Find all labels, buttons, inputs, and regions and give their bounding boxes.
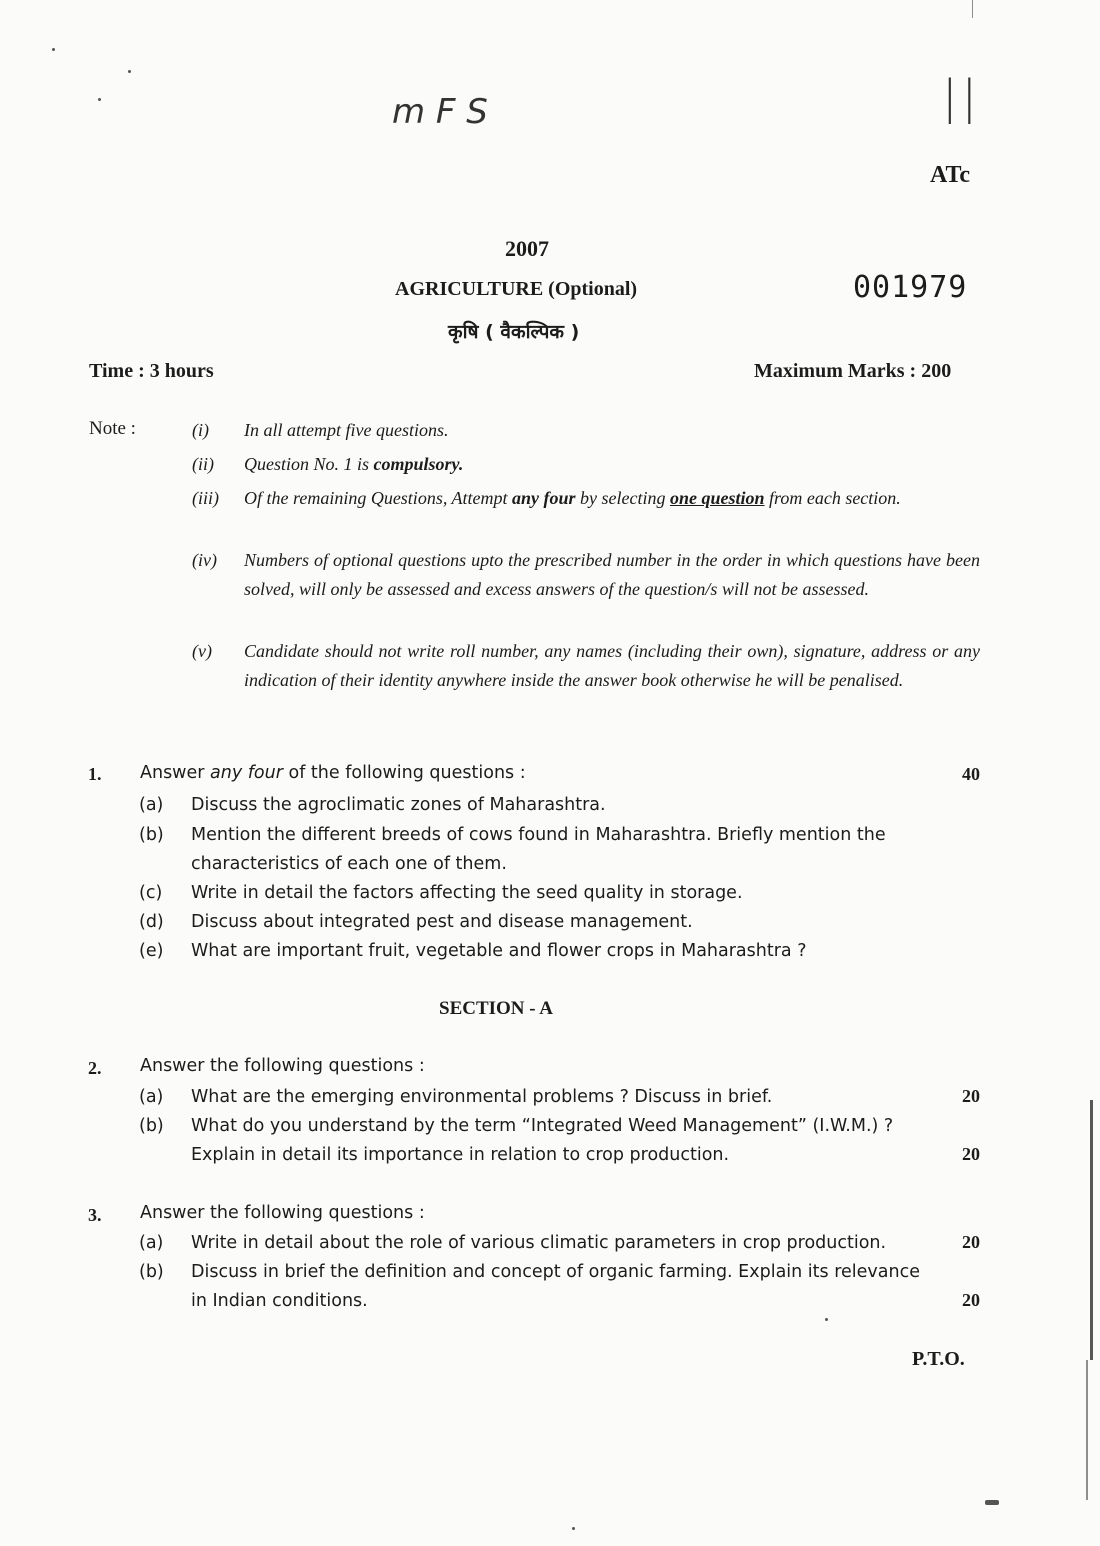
- sub-question-label: (d): [139, 912, 164, 932]
- scan-edge-line: [1090, 1100, 1093, 1360]
- sub-question-label: (c): [139, 883, 163, 903]
- sub-question-label: (b): [139, 1116, 164, 1136]
- note-number: (iii): [192, 488, 219, 508]
- question-lead: Answer the following questions :: [140, 1056, 425, 1076]
- question-marks: 20: [962, 1290, 980, 1310]
- question-number: 2.: [88, 1058, 102, 1078]
- question-marks: 20: [962, 1086, 980, 1106]
- note-text-part: from each section.: [764, 488, 901, 508]
- question-marks: 40: [962, 764, 980, 784]
- sub-question-text: Mention the different breeds of cows found in Maharashtra. Briefly mention the characteristics of each one of them.: [191, 825, 886, 874]
- question-lead-part: of the following questions :: [282, 763, 526, 783]
- sub-question-text: Discuss in brief the definition and concept of organic farming. Explain its relevance in Indian conditions.: [191, 1262, 920, 1311]
- question-marks: 20: [962, 1232, 980, 1252]
- subject-title-hindi: कृषि ( वैकल्पिक ): [448, 321, 580, 343]
- scan-edge-line: [1086, 1360, 1088, 1500]
- sub-question-text: What are important fruit, vegetable and flower crops in Maharashtra ?: [191, 941, 807, 961]
- note-number: (i): [192, 420, 209, 440]
- note-emphasis: compulsory.: [373, 454, 464, 474]
- note-emphasis-underlined: one question: [669, 488, 765, 508]
- sub-question-text: Write in detail the factors affecting the seed quality in storage.: [191, 883, 743, 903]
- note-text: Numbers of optional questions upto the prescribed number in the order in which questions have been solved, will only be assessed and excess answers of the question/s will not be assessed.: [244, 550, 980, 599]
- note-text: [244, 450, 980, 479]
- sub-question-label: (a): [139, 1087, 164, 1107]
- note-text-part: Of the remaining Questions, Attempt: [244, 488, 512, 508]
- question-number: 3.: [88, 1205, 102, 1225]
- scan-speck: [52, 48, 55, 51]
- sub-question-text: What are the emerging environmental problems ? Discuss in brief.: [191, 1087, 773, 1107]
- time-allowed: Time : 3 hours: [89, 360, 214, 382]
- note-label: Note :: [89, 418, 136, 439]
- question-marks: 20: [962, 1144, 980, 1164]
- scan-edge-line: [972, 0, 973, 18]
- scan-speck: [128, 70, 131, 73]
- note-text: [244, 484, 980, 513]
- handwritten-mfs: m F S: [392, 92, 488, 132]
- question-lead: Answer the following questions :: [140, 1203, 425, 1223]
- note-text-part: by selecting: [575, 488, 670, 508]
- sub-question-text: Write in detail about the role of various climatic parameters in crop production.: [191, 1233, 887, 1253]
- note-emphasis: any four: [511, 488, 576, 508]
- paper-code: 001979: [853, 270, 968, 305]
- question-lead: [140, 763, 526, 783]
- set-code: ATc: [930, 162, 971, 188]
- question-lead-part: Answer: [140, 763, 211, 783]
- scan-speck: [572, 1527, 575, 1530]
- note-text: In all attempt five questions.: [244, 420, 449, 440]
- page-turn-marker: P.T.O.: [912, 1348, 965, 1370]
- sub-question-text: Discuss the agroclimatic zones of Maharashtra.: [191, 795, 606, 815]
- exam-year: 2007: [505, 236, 549, 261]
- sub-question-label: (b): [139, 825, 164, 845]
- note-number: (v): [192, 641, 212, 661]
- scan-speck: [98, 98, 101, 101]
- note-text-part: Question No. 1 is: [244, 454, 374, 474]
- sub-question-label: (a): [139, 795, 164, 815]
- sub-question-label: (a): [139, 1233, 164, 1253]
- note-number: (ii): [192, 454, 214, 474]
- note-number: (iv): [192, 550, 217, 570]
- question-number: 1.: [88, 764, 102, 784]
- maximum-marks: Maximum Marks : 200: [754, 360, 952, 382]
- sub-question-text: Discuss about integrated pest and disease management.: [191, 912, 693, 932]
- question-lead-emphasis: any four: [210, 763, 283, 783]
- sub-question-label: (b): [139, 1262, 164, 1282]
- scan-speck: [825, 1318, 828, 1321]
- handwritten-tally: ||: [942, 70, 981, 124]
- section-heading: SECTION - A: [439, 998, 554, 1019]
- subject-title: AGRICULTURE (Optional): [395, 278, 638, 300]
- note-text: Candidate should not write roll number, any names (including their own), signature, address or any indication of their identity anywhere inside the answer book otherwise he will be penalised.: [244, 641, 980, 690]
- scan-speck: [985, 1500, 999, 1505]
- sub-question-text: What do you understand by the term “Integrated Weed Management” (I.W.M.) ? Explain in detail its importance in relation to crop production.: [191, 1116, 894, 1165]
- sub-question-label: (e): [139, 941, 164, 961]
